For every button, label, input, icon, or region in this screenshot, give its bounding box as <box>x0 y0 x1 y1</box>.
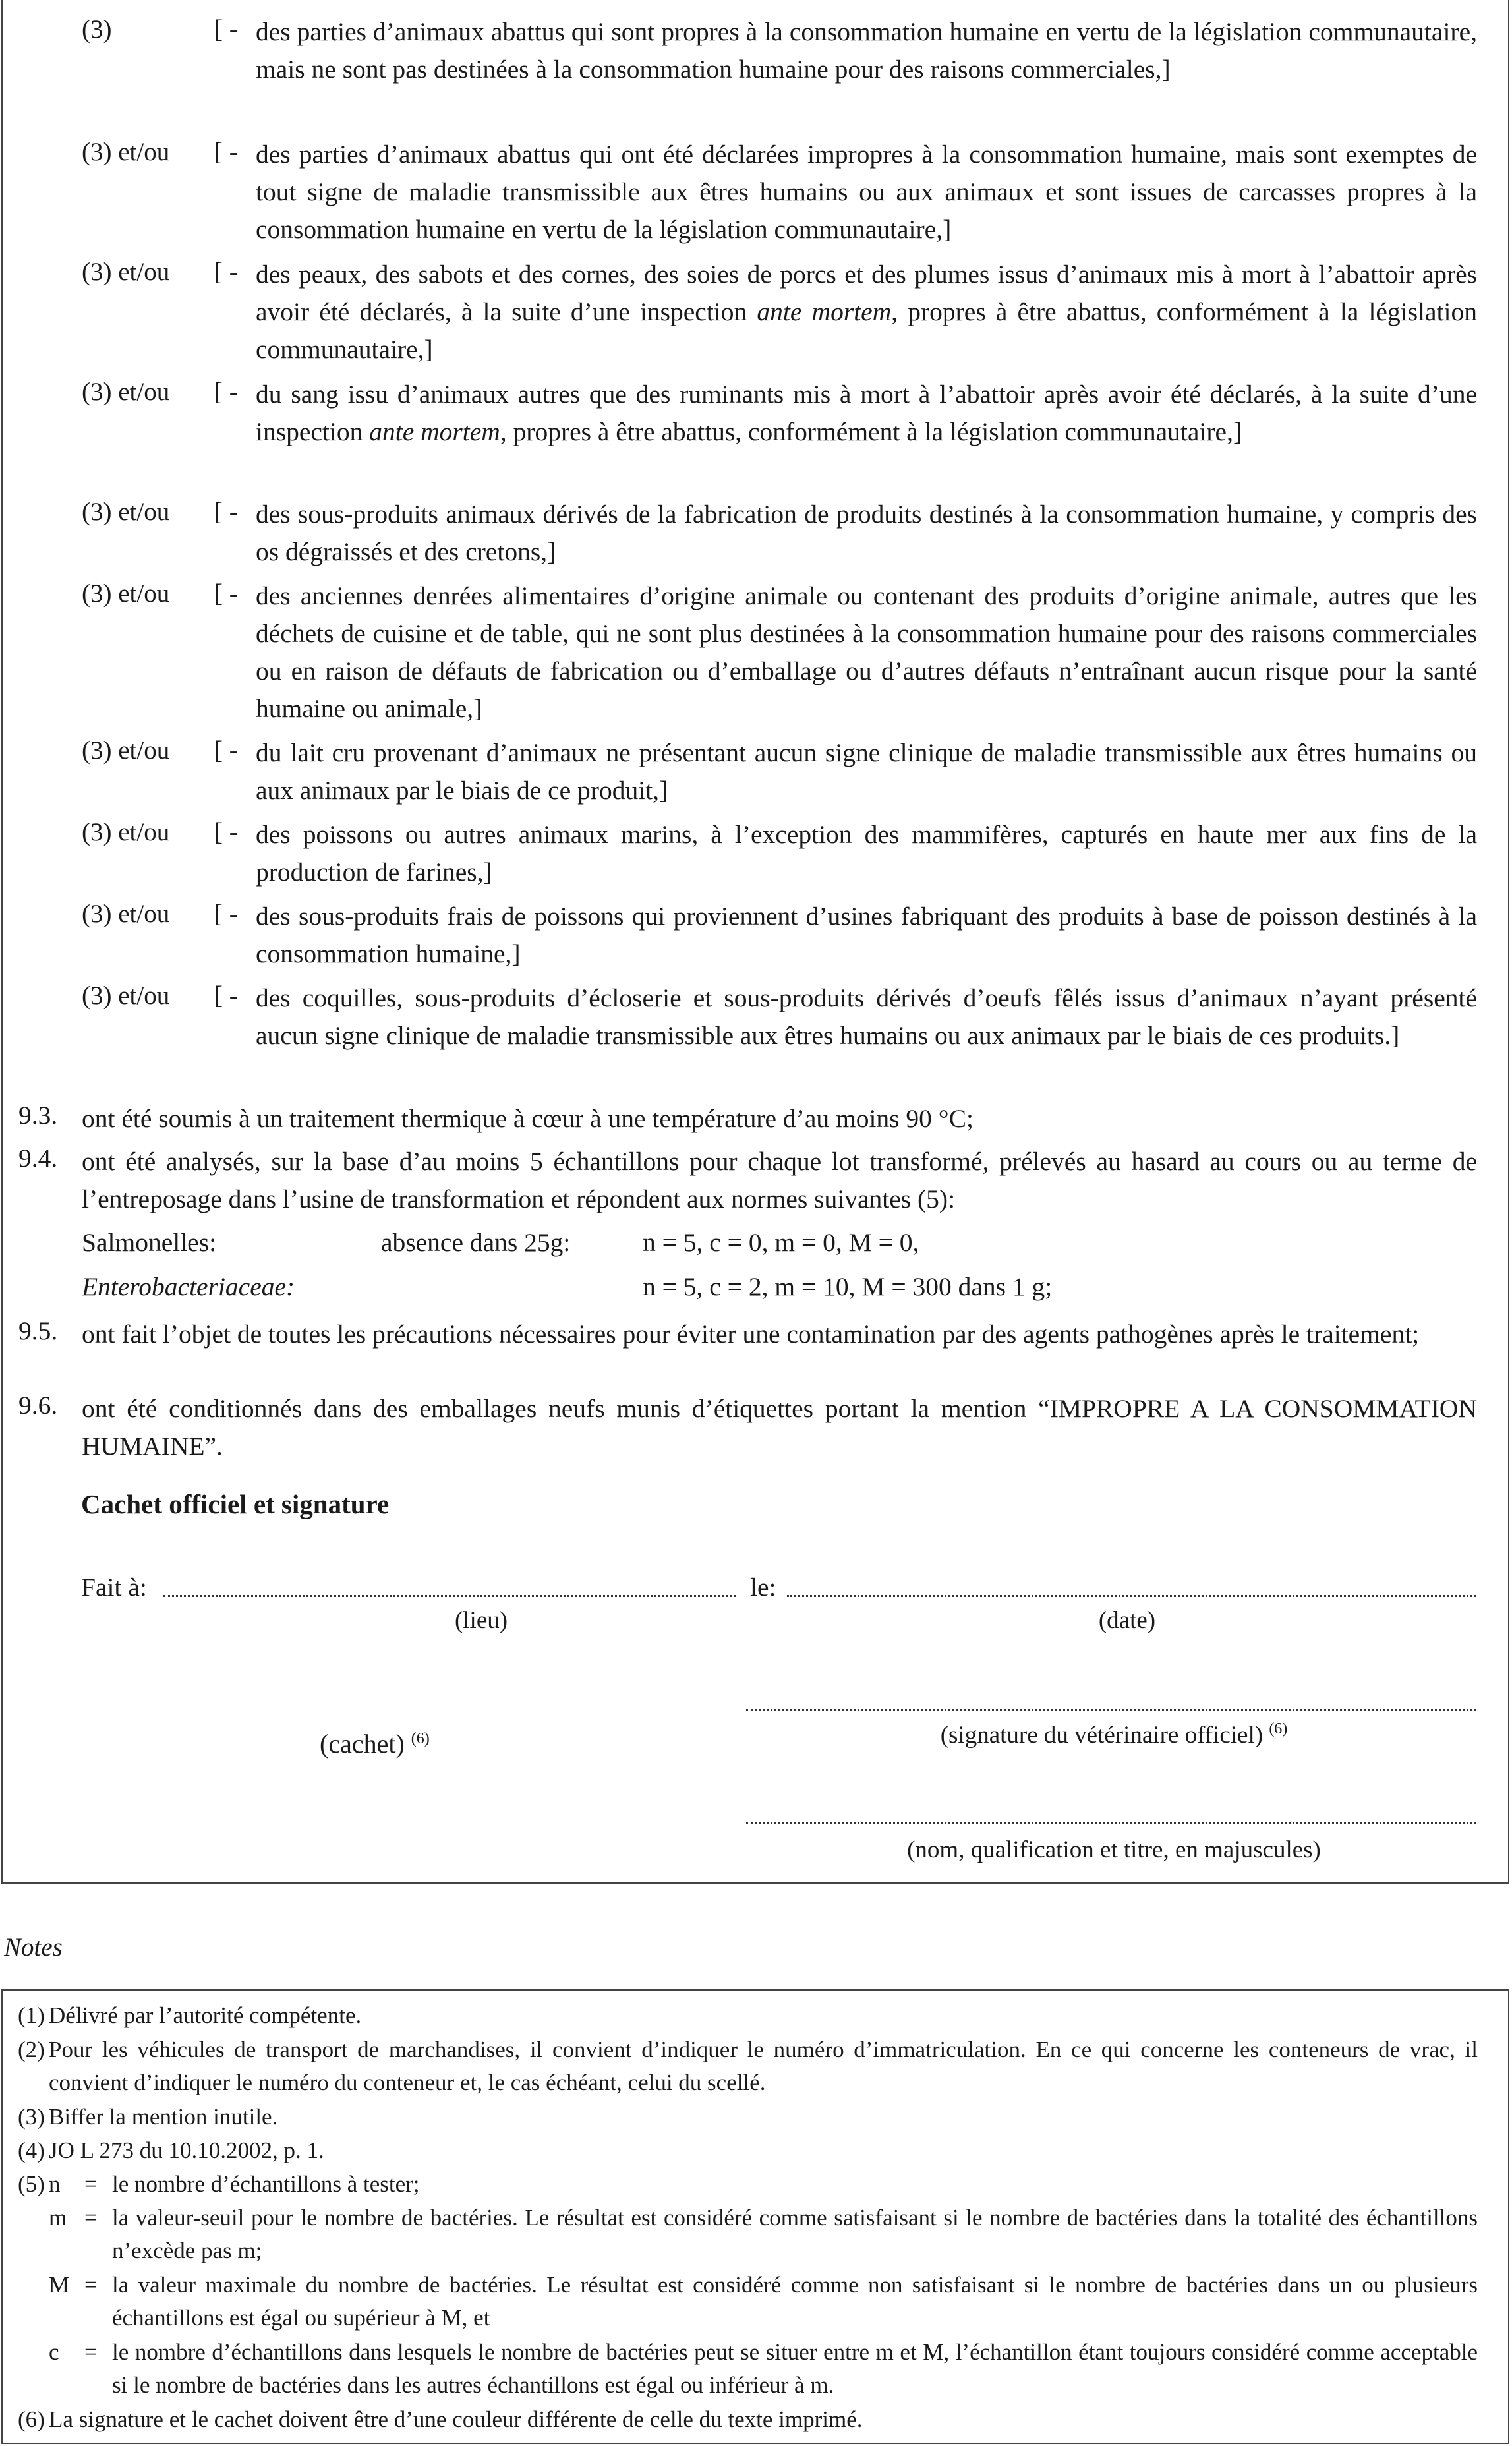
definition-text: la valeur maximale du nombre de bactéries. Le résultat est considéré comme non satisfaisant si le nombre de bactéries dans un ou plusieurs échantillons est égal ou supérieur à M, et <box>112 2272 1478 2331</box>
signature-field[interactable] <box>746 1709 1476 1711</box>
salmonella-label: Salmonelles: <box>82 1228 217 1257</box>
section-number: 9.3. <box>18 1101 58 1130</box>
entry-tag: (3) et/ou <box>82 736 170 765</box>
entry-text: des anciennes denrées alimentaires d’origine animale ou contenant des produits d’origine animale, autres que les déchets de cuisine et de table, qui ne sont plus destinées à la consommation humaine pour des raisons commerciales ou en raison de défauts de fabrication ou d’emballage ou d’autres défauts n’entraînant aucun risque pour la santé humaine ou animale,] <box>256 581 1477 723</box>
enterobacteriaceae-values: n = 5, c = 2, m = 10, M = 300 dans 1 g; <box>643 1272 1053 1301</box>
definition-symbol: m <box>49 2205 67 2230</box>
entry-text: du lait cru provenant d’animaux ne présentant aucun signe clinique de maladie transmissible aux êtres humains ou aux animaux par le biais de ce produit,] <box>256 738 1477 805</box>
salmonella-values: n = 5, c = 0, m = 0, M = 0, <box>643 1228 919 1257</box>
entry-text: du sang issu d’animaux autres que des ruminants mis à mort à l’abattoir après avoir été déclarés, à la suite d’une inspection ante mortem, propres à être abattus, conformément à la législation communautaire,] <box>256 380 1477 446</box>
lieu-caption: (lieu) <box>454 1607 508 1634</box>
definition-equals: = <box>84 2272 98 2298</box>
le-label: le: <box>750 1573 776 1602</box>
entry-tag: (3) et/ou <box>82 818 170 846</box>
entry-bracket: [ - <box>214 579 238 608</box>
entry-text: des sous-produits animaux dérivés de la fabrication de produits destinés à la consommation humaine, y compris des os dégraissés et des cretons,] <box>256 500 1477 566</box>
note-text: Pour les véhicules de transport de marchandises, il convient d’indiquer le numéro d’immatriculation. En ce qui concerne les conteneurs de vrac, il convient d’indiquer le numéro du conteneur et, le cas échéant, celui du scellé. <box>49 2037 1478 2095</box>
entry-text: des sous-produits frais de poissons qui proviennent d’usines fabriquant des produits à base de poisson destinés à la consommation humaine,] <box>256 902 1477 968</box>
entry-text: des parties d’animaux abattus qui sont propres à la consommation humaine en vertu de la législation communautaire, mais ne sont pas destinées à la consommation humaine pour des raisons commerciales,] <box>256 17 1477 84</box>
note-ref: (3) <box>18 2104 45 2130</box>
entry-bracket: [ - <box>214 818 238 846</box>
note-ref: (6) <box>18 2406 45 2432</box>
entry-text: des coquilles, sous-produits d’écloserie et sous-produits dérivés d’oeufs fêlés issus d’animaux n’ayant présenté aucun signe clinique de maladie transmissible aux êtres humains ou aux animaux par le biais de ces produits.] <box>256 983 1477 1050</box>
definition-symbol: c <box>49 2339 59 2365</box>
salmonella-criterion: absence dans 25g: <box>381 1228 571 1257</box>
section-text: ont été analysés, sur la base d’au moins 5 échantillons pour chaque lot transformé, prélevés au hasard au cours ou au terme de l’entreposage dans l’usine de transformation et répondent aux normes suivantes (5): <box>82 1147 1477 1213</box>
definition-equals: = <box>84 2205 98 2230</box>
note-ref: (2) <box>18 2037 45 2062</box>
cachet-caption: (cachet) $^{(6)}$ <box>320 1729 430 1759</box>
definition-equals: = <box>84 2171 98 2197</box>
entry-tag: (3) et/ou <box>82 981 170 1010</box>
entry-tag: (3) et/ou <box>82 498 170 526</box>
enterobacteriaceae-label: Enterobacteriaceae: <box>82 1272 295 1301</box>
entry-bracket: [ - <box>214 138 238 166</box>
entry-text: des peaux, des sabots et des cornes, des soies de porcs et des plumes issus d’animaux mis à mort à l’abattoir après avoir été déclarés, à la suite d’une inspection ante mortem, propres à être abattus, conformément à la législation communautaire,] <box>256 260 1478 364</box>
entry-bracket: [ - <box>214 498 238 526</box>
definition-text: la valeur-seuil pour le nombre de bactéries. Le résultat est considéré comme satisfaisant si le nombre de bactéries dans la totalité des échantillons n’excède pas m; <box>112 2205 1478 2263</box>
note-text: Délivré par l’autorité compétente. <box>49 2002 362 2028</box>
note-text: JO L 273 du 10.10.2002, p. 1. <box>49 2138 324 2163</box>
entry-bracket: [ - <box>214 378 238 406</box>
signature-caption: (signature du vétérinaire officiel) $^{(6)}$ <box>940 1720 1288 1749</box>
section-number: 9.4. <box>18 1144 58 1173</box>
fait-label: Fait à: <box>81 1573 147 1602</box>
definition-symbol: M <box>49 2272 70 2298</box>
section-number: 9.6. <box>18 1391 58 1420</box>
note-ref: (1) <box>18 2002 45 2028</box>
entry-tag: (3) et/ou <box>82 258 170 286</box>
name-caption: (nom, qualification et titre, en majuscules) <box>907 1836 1321 1863</box>
section-text: ont fait l’objet de toutes les précautions nécessaires pour éviter une contamination par des agents pathogènes après le traitement; <box>82 1320 1420 1349</box>
definition-equals: = <box>84 2339 98 2365</box>
entry-tag: (3) et/ou <box>82 900 170 928</box>
section-text: ont été soumis à un traitement thermique à cœur à une température d’au moins 90 °C; <box>82 1104 974 1133</box>
note-text: La signature et le cachet doivent être d’une couleur différente de celle du texte imprimé. <box>49 2406 863 2432</box>
entry-bracket: [ - <box>214 736 238 765</box>
entry-tag: (3) et/ou <box>82 378 170 406</box>
entry-bracket: [ - <box>214 15 238 44</box>
entry-text: des poissons ou autres animaux marins, à l’exception des mammifères, capturés en haute mer aux fins de la production de farines,] <box>256 820 1477 887</box>
entry-tag: (3) et/ou <box>82 138 170 166</box>
signature-heading: Cachet officiel et signature <box>81 1489 390 1519</box>
definition-text: le nombre d’échantillons dans lesquels le nombre de bactéries peut se situer entre m et M, l’échantillon étant toujours considéré comme acceptable si le nombre de bactéries dans les autres échantillons est égal ou inférieur à m. <box>112 2339 1478 2398</box>
entry-tag: (3) <box>82 15 112 44</box>
lieu-field[interactable] <box>163 1595 736 1597</box>
definition-symbol: n <box>49 2171 61 2197</box>
note-text: Biffer la mention inutile. <box>49 2104 278 2130</box>
section-number: 9.5. <box>18 1316 58 1345</box>
definition-text: le nombre d’échantillons à tester; <box>112 2171 420 2197</box>
entry-text: des parties d’animaux abattus qui ont été déclarées impropres à la consommation humaine, mais sont exemptes de tout signe de maladie transmissible aux êtres humains ou aux animaux et sont issues de carcasses propres à la consommation humaine en vertu de la législation communautaire,] <box>256 140 1477 244</box>
notes-heading: Notes <box>4 1933 63 1962</box>
note-ref: (4) <box>18 2138 45 2163</box>
entry-tag: (3) et/ou <box>82 579 170 608</box>
entry-bracket: [ - <box>214 258 238 286</box>
entry-bracket: [ - <box>214 981 238 1010</box>
section-text: ont été conditionnés dans des emballages neufs munis d’étiquettes portant la mention “IMPROPRE A LA CONSOMMATION HUMAINE”. <box>82 1394 1477 1461</box>
date-caption: (date) <box>1098 1607 1156 1634</box>
note-ref: (5) <box>18 2171 45 2197</box>
name-field[interactable] <box>746 1822 1476 1824</box>
entry-bracket: [ - <box>214 900 238 928</box>
date-field[interactable] <box>787 1595 1476 1597</box>
